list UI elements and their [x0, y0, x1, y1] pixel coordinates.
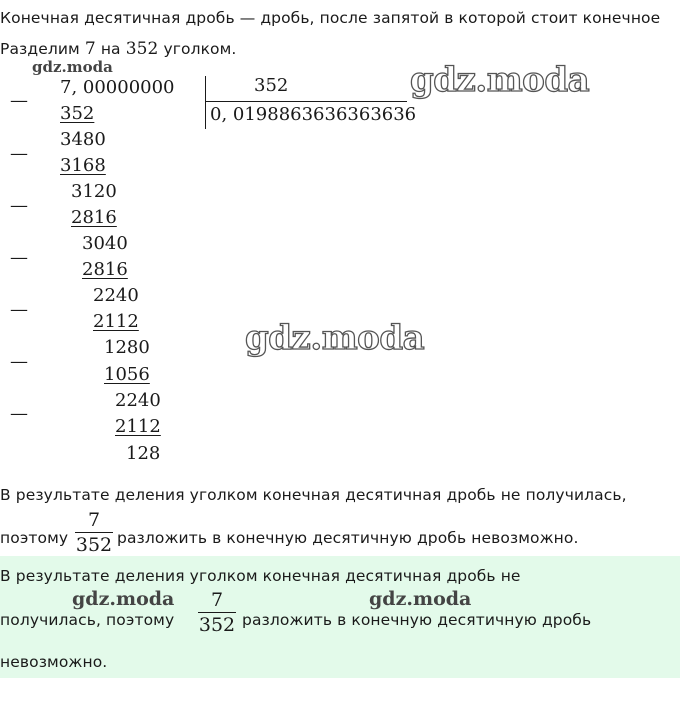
step-remainder: 3120: [71, 181, 117, 202]
dividend: 7, 00000000: [60, 77, 175, 98]
intro-prefix: Разделим: [0, 40, 80, 58]
definition-text: Конечная десятичная дробь — дробь, после запятой в которой стоит конечное: [0, 9, 661, 27]
intro-suffix: уголком.: [163, 40, 237, 58]
step-remainder: 2240: [115, 390, 161, 411]
step-subtrahend: 2816: [82, 259, 128, 280]
fraction-denominator: 352: [75, 534, 113, 556]
watermark-answer-right: gdz.moda: [369, 588, 472, 610]
quotient: 0, 0198863636363636: [210, 104, 417, 125]
minus-sign: —: [10, 143, 28, 164]
step-remainder: 3040: [82, 233, 128, 254]
fraction-bar: [198, 612, 236, 613]
division-horizontal-bar: [205, 101, 407, 102]
intro-dividend: 7: [84, 39, 96, 59]
minus-sign: —: [10, 351, 28, 372]
step-subtrahend: 2112: [93, 311, 139, 332]
conclusion-line2-suffix: разложить в конечную десятичную дробь невозможно.: [117, 529, 579, 547]
step-subtrahend: 3168: [60, 155, 106, 176]
watermark-small-top: gdz.moda: [32, 58, 113, 76]
conclusion-line2-prefix: поэтому: [0, 529, 69, 547]
answer-line1: В результате деления уголком конечная десятичная дробь не: [0, 567, 521, 585]
conclusion-fraction: [75, 509, 113, 556]
answer-line2-suffix: разложить в конечную десятичную дробь: [242, 611, 592, 629]
step-remainder: 2240: [93, 285, 139, 306]
minus-sign: —: [10, 247, 28, 268]
fraction-bar: [75, 532, 113, 533]
step-subtrahend: 2816: [71, 207, 117, 228]
minus-sign: —: [10, 403, 28, 424]
fraction-numerator: 7: [210, 589, 224, 611]
watermark-center: gdz.moda: [245, 318, 425, 358]
intro-divisor: 352: [125, 39, 159, 59]
step-remainder: 1280: [104, 337, 150, 358]
divisor: 352: [254, 75, 289, 96]
answer-line3: невозможно.: [0, 653, 108, 671]
answer-fraction: [198, 589, 236, 636]
watermark-answer-left: gdz.moda: [72, 588, 175, 610]
intro-line: [0, 39, 236, 59]
answer-line2-prefix: получилась, поэтому: [0, 611, 175, 629]
step-final-remainder: 128: [126, 443, 161, 464]
division-vertical-bar: [205, 76, 206, 129]
minus-sign: —: [10, 90, 28, 111]
step-subtrahend: 2112: [115, 416, 161, 437]
step-subtrahend: 352: [60, 103, 95, 124]
conclusion-line1: В результате деления уголком конечная десятичная дробь не получилась,: [0, 486, 627, 504]
watermark-top-right: gdz.moda: [410, 60, 590, 100]
step-remainder: 3480: [60, 129, 106, 150]
intro-mid: на: [100, 40, 121, 58]
fraction-numerator: 7: [87, 509, 101, 531]
minus-sign: —: [10, 195, 28, 216]
step-subtrahend: 1056: [104, 364, 150, 385]
minus-sign: —: [10, 299, 28, 320]
fraction-denominator: 352: [198, 614, 236, 636]
